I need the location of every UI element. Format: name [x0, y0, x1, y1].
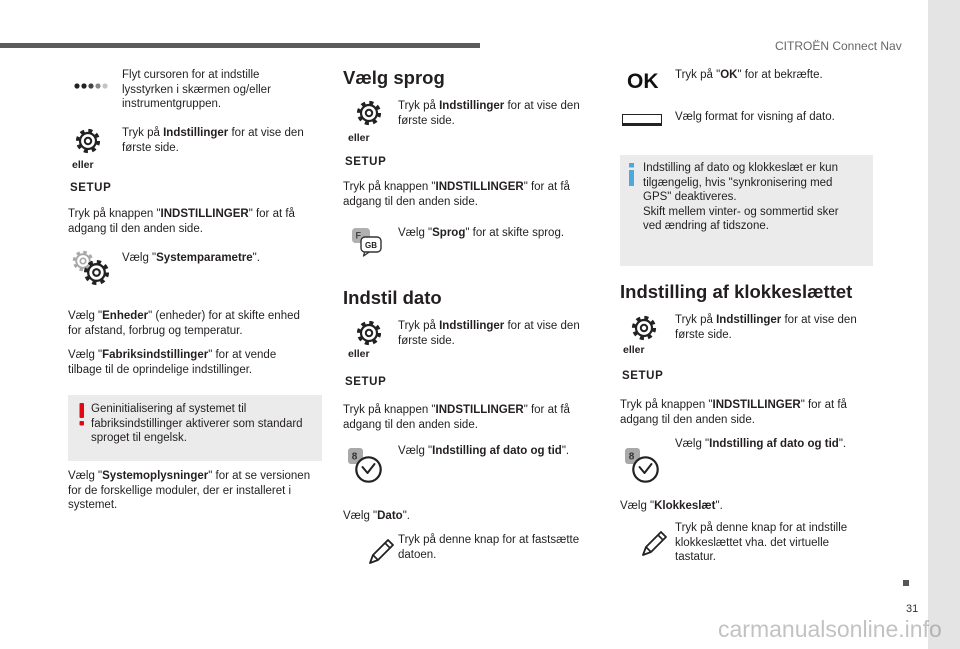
info-text: [643, 161, 839, 234]
text-segment: " for at vende: [208, 349, 277, 361]
text-segment: for at vise den: [228, 127, 304, 139]
select-language-text: [398, 226, 564, 241]
open-settings-text: [122, 126, 304, 155]
text-line: første side.: [398, 334, 455, 347]
brightness-text: [122, 68, 271, 112]
setup-label: SETUP: [70, 182, 112, 194]
page-number: 31: [906, 603, 919, 615]
clock-badge-number: 8: [628, 451, 635, 463]
text-segment: Tryk på: [675, 314, 717, 326]
edit-time-text: [675, 521, 847, 565]
text-segment: for at vise den: [504, 320, 580, 332]
info-icon: [627, 163, 636, 187]
text-segment: Vælg ": [68, 470, 103, 482]
text-line: Tryk på denne knap for at indstille: [675, 522, 848, 534]
press-button-text: [620, 398, 847, 427]
date-format-icon: [622, 114, 662, 126]
text-line: første side.: [675, 328, 732, 341]
text-line: lysstyrken i skærmen og/eller: [122, 83, 271, 96]
system-params-text: [122, 251, 260, 266]
setup-label: SETUP: [345, 156, 387, 168]
press-button-text: [343, 403, 570, 432]
text-segment: Vælg ": [675, 438, 710, 450]
double-gear-icon: [72, 250, 110, 286]
text-line: Geninitialisering af systemet til: [91, 403, 247, 415]
button-keyword: INDSTILLINGER: [435, 404, 524, 416]
pencil-icon: [640, 526, 670, 558]
system-params-keyword: Systemparametre: [156, 252, 253, 264]
text-segment: Tryk på knappen ": [68, 208, 161, 220]
text-segment: Vælg ": [122, 252, 157, 264]
factory-keyword: Fabriksindstillinger: [102, 349, 209, 361]
select-date-time-text: [398, 444, 569, 459]
text-segment: " (enheder) for at skifte enhed: [148, 310, 300, 322]
text-segment: " for at få: [248, 208, 295, 220]
text-line: fabriksindstillinger aktiverer som standard: [91, 417, 303, 430]
text-line: Flyt cursoren for at indstille: [122, 69, 260, 81]
text-segment: Vælg ": [398, 227, 433, 239]
press-button-text: [343, 180, 570, 209]
button-keyword: INDSTILLINGER: [435, 181, 524, 193]
text-line: adgang til den anden side.: [343, 418, 478, 431]
text-segment: Tryk på ": [675, 69, 721, 81]
text-line: adgang til den anden side.: [68, 222, 203, 235]
gear-icon: [356, 100, 382, 126]
language-icon-back-label: F: [355, 230, 361, 241]
text-segment: Vælg ": [68, 349, 103, 361]
language-flag-icon: [351, 227, 383, 257]
text-segment: ".: [838, 438, 847, 450]
heading-date: Indstil dato: [343, 287, 442, 308]
text-line: sproget til engelsk.: [91, 432, 187, 444]
text-segment: Tryk på: [398, 320, 440, 332]
text-segment: " for at bekræfte.: [737, 69, 823, 81]
text-line: systemet.: [68, 499, 118, 511]
header-rule: [0, 43, 480, 48]
text-segment: ".: [715, 500, 723, 512]
header-brand: CITROËN Connect Nav: [775, 39, 902, 53]
select-date-time-text: [675, 437, 846, 452]
or-label: eller: [348, 348, 370, 360]
heading-time: Indstilling af klokkeslættet: [620, 281, 853, 302]
text-segment: Tryk på knappen ": [343, 404, 436, 416]
text-segment: ".: [252, 252, 260, 264]
text-segment: " for at få: [523, 181, 570, 193]
text-segment: ".: [561, 445, 570, 457]
text-line: datoen.: [398, 548, 437, 561]
text-line: Indstilling af dato og klokkeslæt er kun: [643, 162, 838, 174]
text-line: ved ændring af tidszone.: [643, 220, 769, 232]
date-keyword: Dato: [377, 510, 403, 522]
settings-keyword: Indstillinger: [163, 127, 229, 139]
text-segment: for at vise den: [504, 100, 580, 112]
text-segment: Vælg ": [343, 510, 378, 522]
open-settings-text: [675, 313, 857, 342]
setup-label: SETUP: [345, 376, 387, 388]
edit-date-text: [398, 533, 579, 562]
text-line: første side.: [122, 141, 179, 154]
brightness-slider-icon: [73, 81, 109, 91]
setup-label: SETUP: [622, 370, 664, 382]
gear-icon: [631, 315, 657, 341]
or-label: eller: [72, 159, 94, 171]
time-keyword: Klokkeslæt: [654, 500, 716, 512]
text-segment: Tryk på knappen ": [620, 399, 713, 411]
side-strip: [928, 0, 960, 649]
text-segment: for at vise den: [781, 314, 857, 326]
text-line: adgang til den anden side.: [343, 195, 478, 208]
text-segment: " for at få: [800, 399, 847, 411]
select-date-text: [343, 509, 410, 524]
factory-text: [68, 348, 276, 377]
open-settings-text: [398, 99, 580, 128]
text-line: Tryk på denne knap for at fastsætte: [398, 534, 580, 546]
text-segment: Tryk på: [398, 100, 440, 112]
open-settings-text: [398, 319, 580, 348]
page-marker: [903, 580, 909, 586]
text-segment: ".: [402, 510, 410, 522]
text-line: tastatur.: [675, 551, 716, 563]
settings-keyword: Indstillinger: [439, 100, 505, 112]
date-format-text: Vælg format for visning af dato.: [675, 111, 835, 123]
language-icon-front-label: GB: [365, 241, 377, 250]
press-button-text: [68, 207, 295, 236]
text-line: for afstand, forbrug og temperatur.: [68, 324, 243, 337]
pencil-icon: [367, 534, 397, 566]
text-line: klokkeslættet vha. det virtuelle: [675, 536, 830, 549]
confirm-text: [675, 68, 823, 83]
text-segment: Vælg ": [398, 445, 433, 457]
button-keyword: INDSTILLINGER: [712, 399, 801, 411]
settings-keyword: Indstillinger: [439, 320, 505, 332]
clock-icon: [625, 448, 659, 484]
text-line: første side.: [398, 114, 455, 127]
or-label: eller: [348, 132, 370, 144]
text-line: tilbage til de oprindelige indstillinger.: [68, 363, 253, 376]
clock-badge-number: 8: [351, 451, 358, 463]
text-segment: " for at se versionen: [208, 470, 311, 482]
text-segment: Tryk på: [122, 127, 164, 139]
text-line: GPS" deaktiveres.: [643, 191, 737, 203]
text-segment: Tryk på knappen ": [343, 181, 436, 193]
button-keyword: INDSTILLINGER: [160, 208, 249, 220]
units-keyword: Enheder: [102, 310, 149, 322]
gear-icon: [75, 128, 101, 154]
gear-icon: [356, 320, 382, 346]
settings-keyword: Indstillinger: [716, 314, 782, 326]
or-label: eller: [623, 344, 645, 356]
heading-language: Vælg sprog: [343, 67, 445, 88]
warning-icon: [78, 403, 86, 427]
text-line: adgang til den anden side.: [620, 413, 755, 426]
text-line: for de forskellige moduler, der er installeret i: [68, 484, 292, 497]
date-time-keyword: Indstilling af dato og tid: [432, 445, 562, 457]
text-segment: " for at skifte sprog.: [465, 227, 565, 239]
language-keyword: Sprog: [432, 227, 466, 239]
text-line: Skift mellem vinter- og sommertid sker: [643, 205, 839, 218]
ok-icon: OK: [627, 70, 659, 93]
text-segment: Vælg ": [620, 500, 655, 512]
clock-icon: [348, 448, 382, 484]
select-time-text: [620, 499, 723, 514]
units-text: [68, 309, 300, 338]
text-segment: Vælg ": [68, 310, 103, 322]
text-line: tilgængelig, hvis "synkronisering med: [643, 176, 833, 189]
warning-text: [91, 402, 303, 446]
system-info-keyword: Systemoplysninger: [102, 470, 209, 482]
system-info-text: [68, 469, 310, 513]
ok-keyword: OK: [720, 69, 738, 81]
text-line: instrumentgruppen.: [122, 98, 222, 110]
date-time-keyword: Indstilling af dato og tid: [709, 438, 839, 450]
text-segment: " for at få: [523, 404, 570, 416]
watermark: carmanualsonline.info: [718, 616, 942, 642]
